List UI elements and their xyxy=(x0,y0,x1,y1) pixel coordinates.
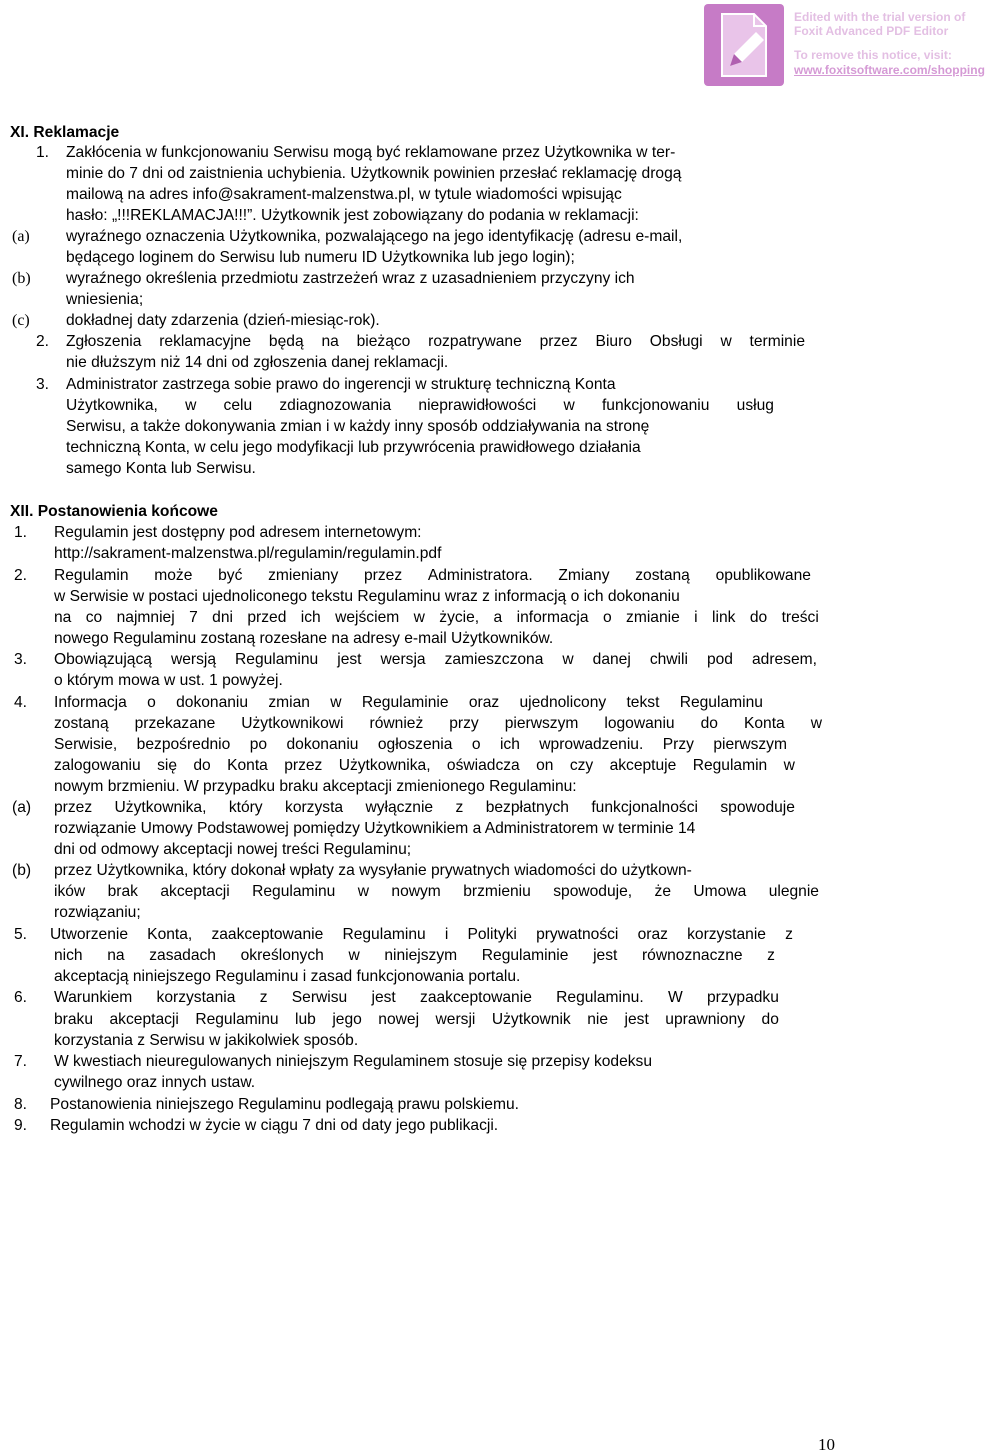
line-text: akceptacją niniejszego Regulaminu i zasad funkcjonowania portalu. xyxy=(54,968,521,985)
list-marker: 1. xyxy=(36,144,50,161)
pdf-editor-icon xyxy=(704,4,784,86)
list-marker: (b) xyxy=(12,270,31,287)
line-text: Informacja o dokonaniu zmian w Regulaminie oraz ujednolicony tekst Regulaminu xyxy=(54,694,763,711)
line-text: Administrator zastrzega sobie prawo do ingerencji w strukturę techniczną Konta xyxy=(66,376,616,393)
line-text: Użytkownika, w celu zdiagnozowania nieprawidłowości w funkcjonowaniu usług xyxy=(66,397,774,414)
list-marker: (a) xyxy=(12,799,32,816)
line-text: nowym brzmieniu. W przypadku braku akceptacji zmienionego Regulaminu: xyxy=(54,778,577,795)
line-text: korzystania z Serwisu w jakikolwiek sposób. xyxy=(54,1032,359,1049)
line-text: Utworzenie Konta, zaakceptowanie Regulaminu i Polityki prywatności oraz korzystanie z xyxy=(50,926,793,943)
list-marker: (c) xyxy=(12,312,30,329)
list-marker: 3. xyxy=(14,651,28,668)
line-text: zostaną przekazane Użytkownikowi również przy pierwszym logowaniu do Konta w xyxy=(54,715,822,732)
line-text: na co najmniej 7 dni przed ich wejściem w życie, a informacja o zmianie i link do treści xyxy=(54,609,819,626)
list-marker: 7. xyxy=(14,1053,28,1070)
line-text: Warunkiem korzystania z Serwisu jest zaakceptowanie Regulaminu. W przypadku xyxy=(54,989,779,1006)
line-text: Serwisu, a także dokonywania zmian i w każdy inny sposób oddziaływania na stronę xyxy=(66,418,650,435)
list-marker: 9. xyxy=(14,1117,28,1134)
line-text: techniczną Konta, w celu jego modyfikacji lub przywrócenia prawidłowego działania xyxy=(66,439,641,456)
line-text: braku akceptacji Regulaminu lub jego nowej wersji Użytkownik nie jest uprawniony do xyxy=(54,1011,779,1028)
list-marker: (b) xyxy=(12,862,32,879)
line-text: Zakłócenia w funkcjonowaniu Serwisu mogą być reklamowane przez Użytkownika w ter- xyxy=(66,144,676,161)
list-marker: (a) xyxy=(12,228,30,245)
line-text: nich na zasadach określonych w niniejszym Regulaminie jest równoznaczne z xyxy=(54,947,775,964)
line-text: nie dłuższym niż 14 dni od zgłoszenia danej reklamacji. xyxy=(66,354,449,371)
line-text: dni od odmowy akceptacji nowej treści Regulaminu; xyxy=(54,841,412,858)
page-number: 10 xyxy=(818,1435,835,1454)
trial-watermark xyxy=(698,0,985,90)
list-marker: 3. xyxy=(36,376,50,393)
list-marker: 2. xyxy=(36,333,50,350)
line-text: rozwiązanie Umowy Podstawowej pomiędzy Użytkownikiem a Administratorem w terminie 14 xyxy=(54,820,696,837)
line-text: cywilnego oraz innych ustaw. xyxy=(54,1074,256,1091)
line-text: będącego loginem do Serwisu lub numeru ID Użytkownika lub jego login); xyxy=(66,249,575,266)
watermark-line-1: Edited with the trial version of xyxy=(794,10,966,24)
line-text: Postanowienia niniejszego Regulaminu podlegają prawu polskiemu. xyxy=(50,1096,519,1113)
line-text: Regulamin może być zmieniany przez Administratora. Zmiany zostaną opublikowane xyxy=(54,567,811,584)
line-text: wyraźnego oznaczenia Użytkownika, pozwalającego na jego identyfikację (adresu e-mail, xyxy=(66,228,683,245)
line-text: ików brak akceptacji Regulaminu w nowym brzmieniu spowoduje, że Umowa ulegnie xyxy=(54,883,819,900)
line-text: wniesienia; xyxy=(66,291,144,308)
list-marker: 2. xyxy=(14,567,28,584)
list-marker: 4. xyxy=(14,694,28,711)
line-text: hasło: „!!!REKLAMACJA!!!”. Użytkownik jest zobowiązany do podania w reklamacji: xyxy=(66,207,639,224)
line-text: Obowiązującą wersją Regulaminu jest wersja zamieszczona w danej chwili pod adresem, xyxy=(54,651,817,668)
line-text: Regulamin wchodzi w życie w ciągu 7 dni od daty jego publikacji. xyxy=(50,1117,499,1134)
line-text: o którym mowa w ust. 1 powyżej. xyxy=(54,672,283,689)
list-marker: 6. xyxy=(14,989,28,1006)
watermark-link[interactable]: www.foxitsoftware.com/shopping xyxy=(794,63,985,77)
line-text: dokładnej daty zdarzenia (dzień-miesiąc-rok). xyxy=(66,312,380,329)
line-text: przez Użytkownika, który korzysta wyłącznie z bezpłatnych funkcjonalności spowoduje xyxy=(54,799,795,816)
line-text: rozwiązaniu; xyxy=(54,904,141,921)
line-text: Regulamin jest dostępny pod adresem internetowym: xyxy=(54,524,422,541)
line-text: minie do 7 dni od zaistnienia uchybienia. Użytkownik powinien przesłać reklamację drogą xyxy=(66,165,682,182)
watermark-line-2: Foxit Advanced PDF Editor xyxy=(794,24,949,38)
line-text: przez Użytkownika, który dokonał wpłaty za wysyłanie prywatnych wiadomości do użytkown- xyxy=(54,862,692,879)
line-text: Zgłoszenia reklamacyjne będą na bieżąco rozpatrywane przez Biuro Obsługi w terminie xyxy=(66,333,805,350)
line-text: XII. Postanowienia końcowe xyxy=(10,503,218,520)
watermark-line-3: To remove this notice, visit: xyxy=(794,48,952,62)
line-text: W kwestiach nieuregulowanych niniejszym Regulaminem stosuje się przepisy kodeksu xyxy=(54,1053,653,1070)
line-text: http://sakrament-malzenstwa.pl/regulamin/regulamin.pdf xyxy=(54,545,442,562)
line-text: nowego Regulaminu zostaną rozesłane na adresy e-mail Użytkowników. xyxy=(54,630,554,647)
list-marker: 8. xyxy=(14,1096,28,1113)
line-text: Serwisie, bezpośrednio po dokonaniu ogłoszenia o ich wprowadzeniu. Przy pierwszym xyxy=(54,736,787,753)
line-text: zalogowaniu się do Konta przez Użytkownika, oświadcza on czy akceptuje Regulamin w xyxy=(54,757,795,774)
line-text: XI. Reklamacje xyxy=(10,124,120,141)
line-text: wyraźnego określenia przedmiotu zastrzeżeń wraz z uzasadnieniem przyczyny ich xyxy=(66,270,635,287)
line-text: samego Konta lub Serwisu. xyxy=(66,460,256,477)
list-marker: 5. xyxy=(14,926,28,943)
line-text: w Serwisie w postaci ujednoliconego tekstu Regulaminu wraz z informacją o ich dokonaniu xyxy=(54,588,680,605)
list-marker: 1. xyxy=(14,524,28,541)
line-text: mailową na adres info@sakrament-malzenstwa.pl, w tytule wiadomości wpisując xyxy=(66,186,622,203)
